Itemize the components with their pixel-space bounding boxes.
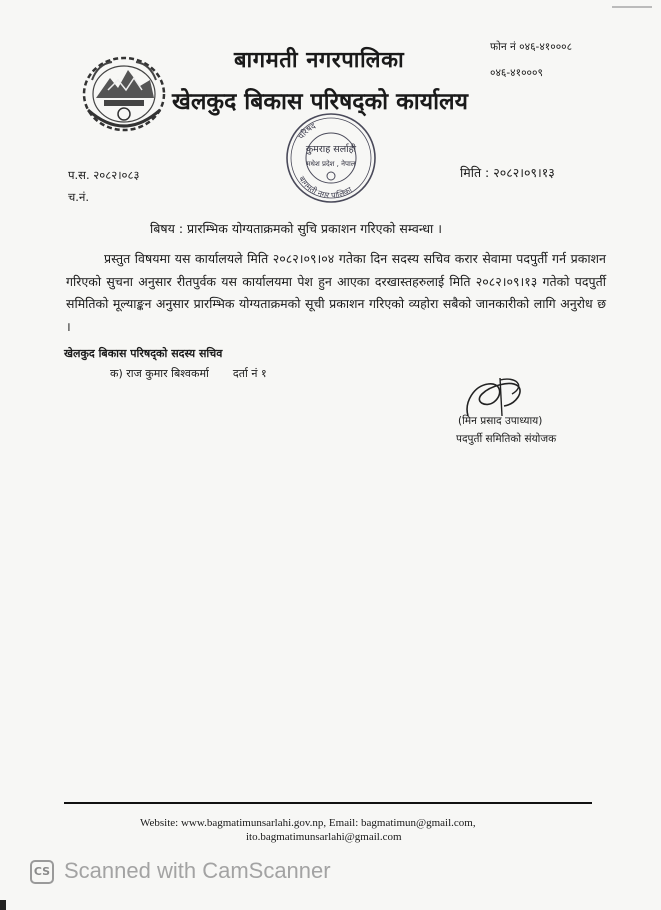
- municipality-title: बागमती नगरपालिका: [234, 48, 405, 73]
- svg-text:परिषद: [297, 121, 318, 141]
- candidate-row: [110, 366, 267, 381]
- seal-line-2: मधेश प्रदेश , नेपाल: [306, 160, 356, 168]
- scan-corner-mark: [0, 900, 6, 910]
- office-seal-stamp: [283, 110, 379, 206]
- seal-arc-top: परिषद: [296, 121, 318, 141]
- seal-arc-bottom: बागमती नगर पालिका: [297, 174, 354, 201]
- scan-streak: [612, 6, 652, 8]
- phone-number-2: ०४६-४१०००९: [490, 67, 543, 79]
- candidate-registration: दर्ता नं १: [232, 367, 267, 380]
- camscanner-logo-icon: CS: [30, 860, 54, 884]
- letter-subject: बिषय : प्रारम्भिक योग्यताक्रमको सुचि प्रकाशन गरिएको सम्वन्धा ।: [150, 221, 442, 236]
- office-title: खेलकुद बिकास परिषद्को कार्यालय: [172, 89, 468, 115]
- letter-body: प्रस्तुत विषयमा यस कार्यालयले मिति २०८२।०९।०४ गतेका दिन सदस्य सचिव करार सेवामा पदपुर्ती गर्न प्रकाशन गरिएको सुचना अनुसार रीतपुर्वक यस कार्यालयमा पेश हुन आएका दरखास्तहरुलाई मिति २०८२।०९।१३ गतेको पदपुर्ती समितिको मूल्याङ्कन अनुसार प्रारम्भिक योग्यताक्रमको सूची प्रकाशन गरिएको व्यहोरा सबैको जानकारीको लागि अनुरोध छ ।: [66, 251, 606, 334]
- phone-number-1: फोन नं ०४६-४१०००८: [490, 41, 573, 53]
- footer-contact-line-1: Website: www.bagmatimunsarlahi.gov.np, Email: bagmatimun@gmail.com,: [140, 817, 476, 829]
- seal-line-1: कुमराह सर्लाही: [305, 144, 357, 155]
- camscanner-watermark: Scanned with CamScanner: [64, 858, 331, 883]
- nepal-emblem-icon: [78, 50, 170, 138]
- footer-divider: [64, 802, 592, 804]
- reference-number: प.स. २०८२।०८३: [68, 168, 140, 182]
- signatory-role: पदपुर्ती समितिको संयोजक: [456, 433, 557, 445]
- signatory-name: (मिन प्रसाद उपाध्याय): [458, 415, 543, 427]
- footer-contact-line-2: ito.bagmatimunsarlahi@gmail.com: [246, 831, 402, 843]
- candidate-name: क) राज कुमार बिश्वकर्मा: [110, 367, 209, 380]
- council-member-secretary-heading: खेलकुद बिकास परिषद्को सदस्य सचिव: [64, 347, 223, 360]
- chalani-number: च.नं.: [68, 190, 89, 204]
- letter-date: मिति : २०८२।०९।१३: [460, 165, 555, 180]
